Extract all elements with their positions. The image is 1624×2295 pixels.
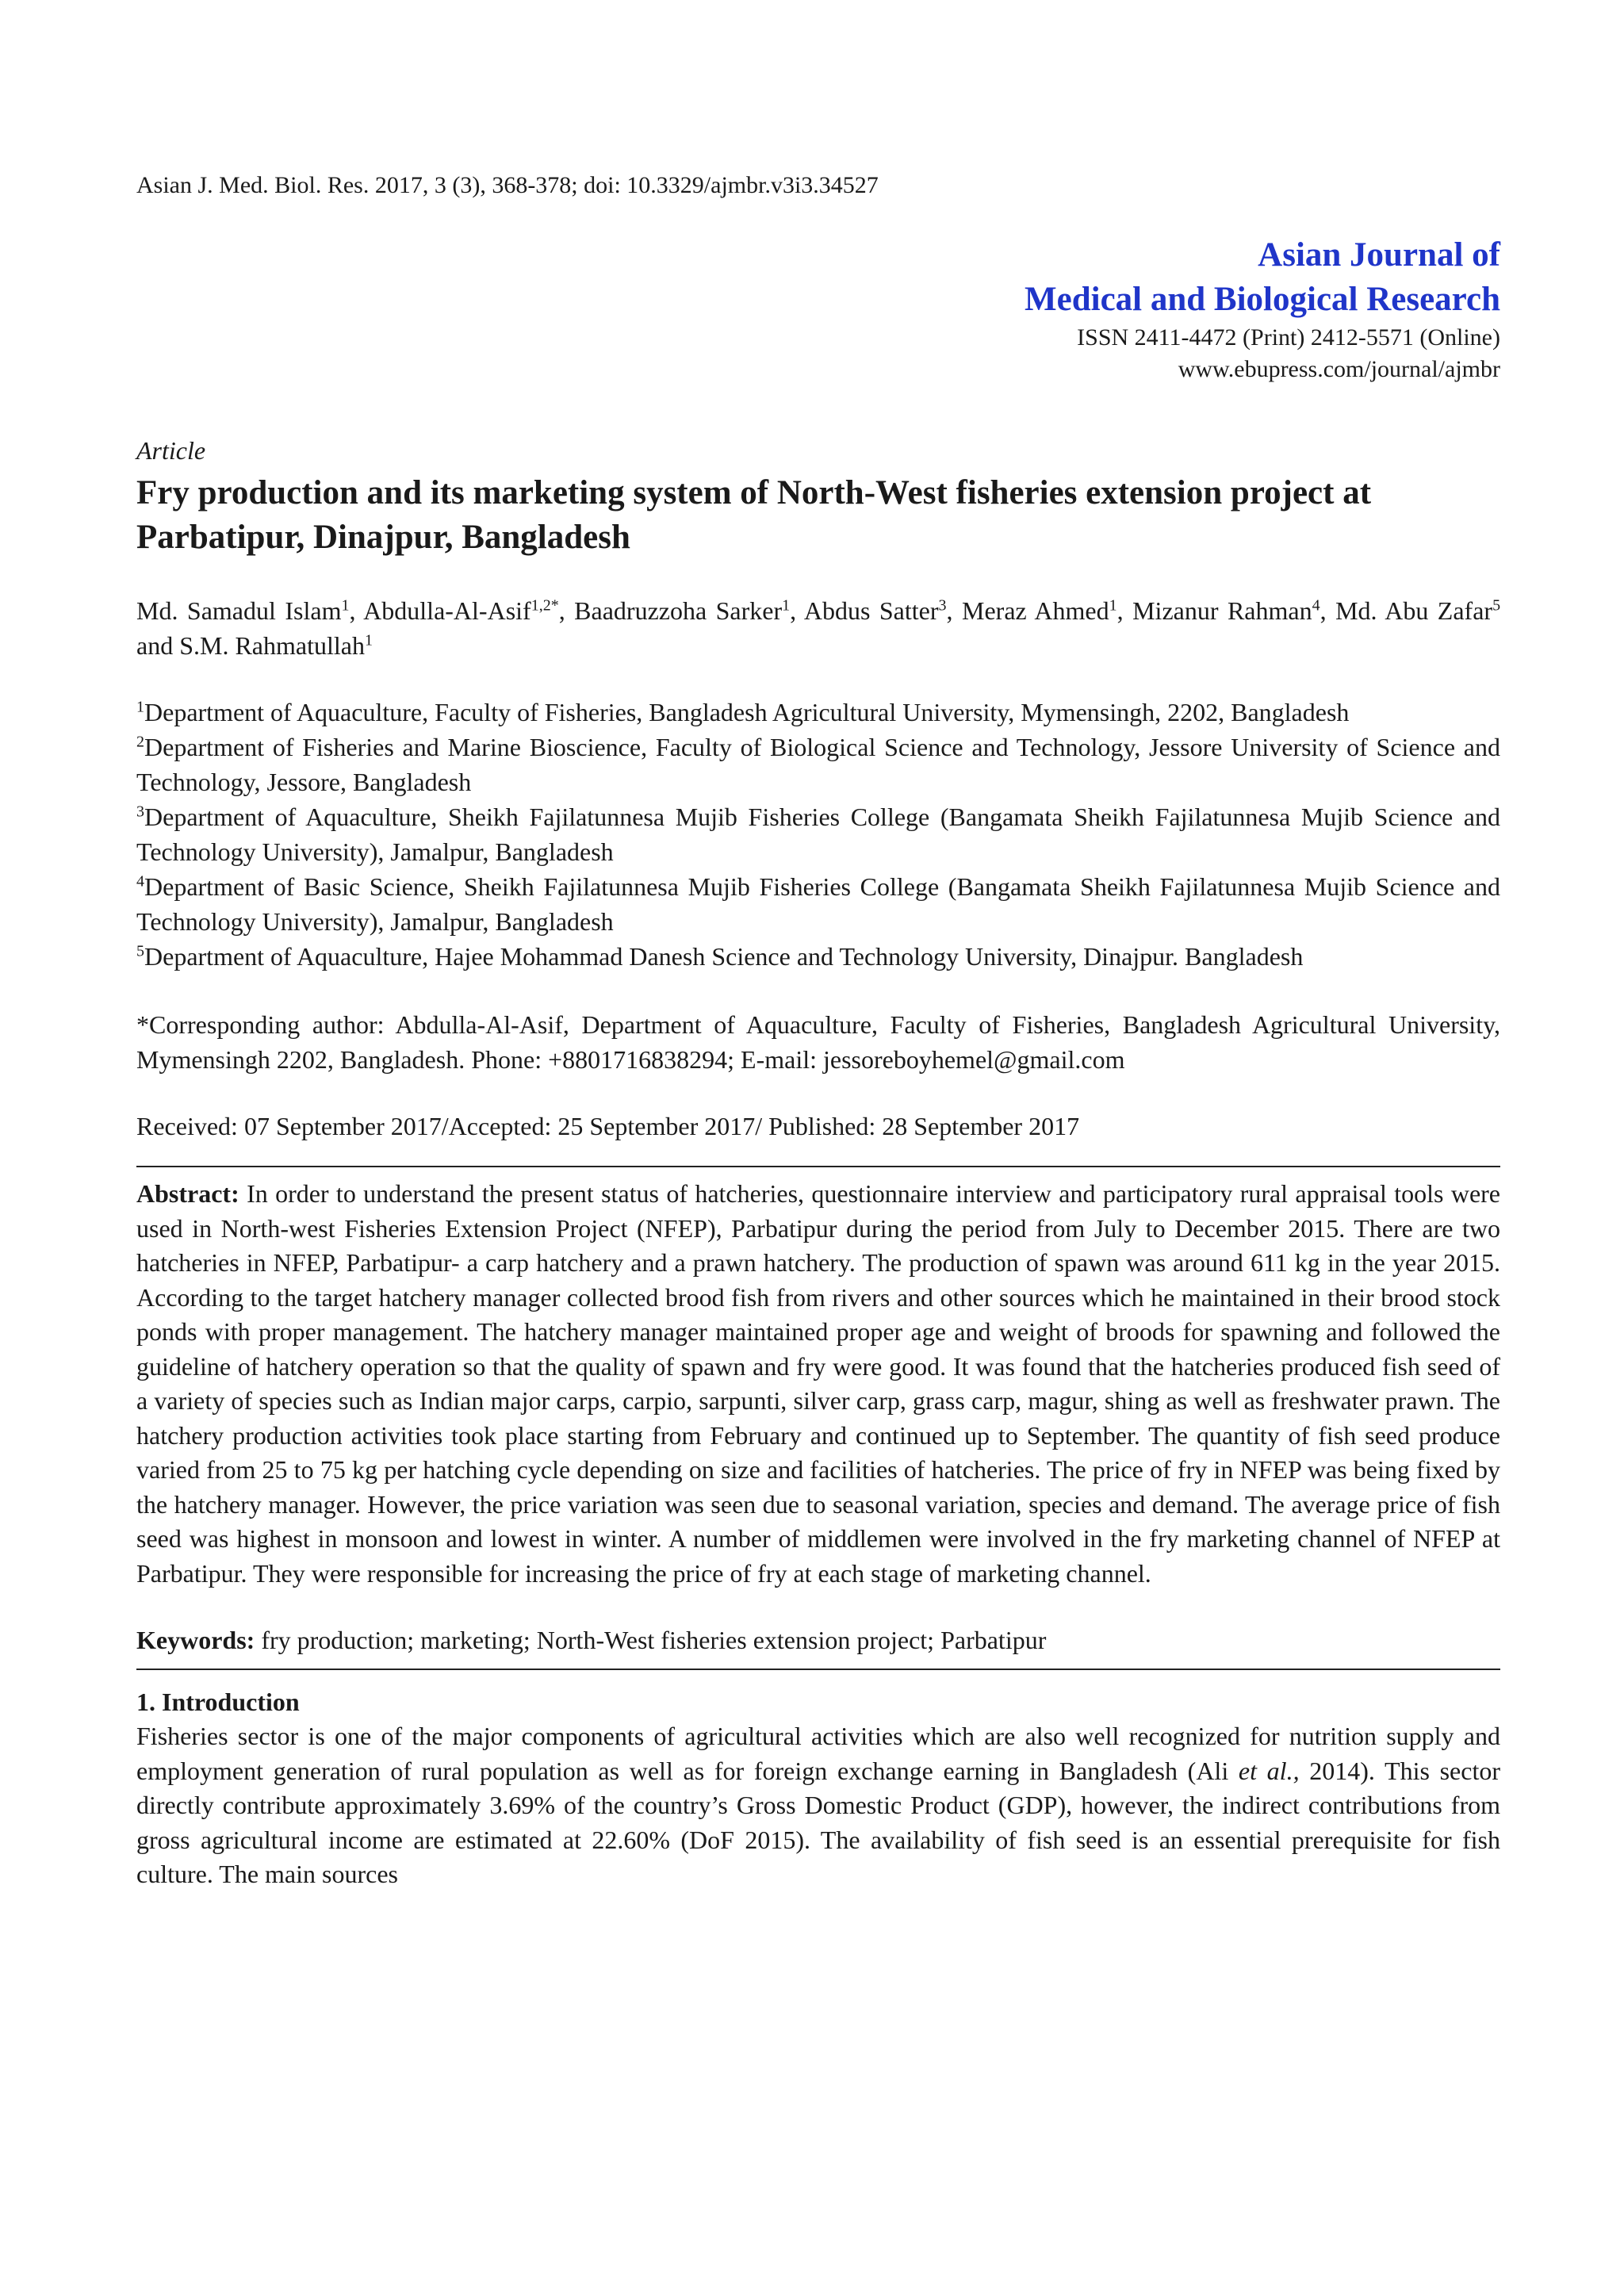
author-affil-ref: 1 <box>782 596 791 615</box>
introduction-paragraph <box>136 1719 1500 1892</box>
author-affil-ref: 1 <box>341 596 350 615</box>
affiliation-number: 2 <box>136 733 144 751</box>
affiliation-number: 1 <box>136 698 144 716</box>
affiliation-list <box>136 695 1500 974</box>
author-affil-ref: 1 <box>1109 596 1117 615</box>
affiliation-text: Department of Aquaculture, Hajee Mohammad Danesh Science and Technology University, Dinajpur. Bangladesh <box>144 942 1304 971</box>
affiliation-item <box>136 939 1500 974</box>
author-name: Meraz Ahmed <box>962 596 1109 625</box>
affiliation-item <box>136 695 1500 730</box>
author-name: S.M. Rahmatullah <box>179 631 365 660</box>
intro-text: 2014). This sector directly contribute approximately 3.69% of the country’s Gross Domestic Product (GDP), however, the indirect contributions from gross agricultural income are estimated at 22.60% (DoF 2015). The availability of fish seed is an essential prerequisite for fish culture. The main sources <box>136 1756 1500 1888</box>
affiliation-number: 4 <box>136 872 144 891</box>
paper-page <box>136 170 1500 1892</box>
journal-name-line2: Medical and Biological Research <box>1025 281 1500 318</box>
divider <box>136 1166 1500 1167</box>
corresponding-author: *Corresponding author: Abdulla-Al-Asif, Department of Aquaculture, Faculty of Fisheries, Bangladesh Agricultural University, Mymensingh 2202, Bangladesh. Phone: +8801716838294; E-mail: jessoreboyhemel@gmail.com <box>136 1010 1500 1074</box>
affiliation-text: Department of Aquaculture, Sheikh Fajilatunnesa Mujib Fisheries College (Bangamata Sheikh Fajilatunnesa Mujib Science and Technology University), Jamalpur, Bangladesh <box>136 803 1500 866</box>
article-type-label: Article <box>136 436 206 465</box>
author-name: Mizanur Rahman <box>1132 596 1312 625</box>
journal-header <box>136 233 1500 385</box>
affiliation-item <box>136 869 1500 939</box>
abstract-text: In order to understand the present status of hatcheries, questionnaire interview and participatory rural appraisal tools were used in North-west Fisheries Extension Project (NFEP), Parbatipur during the period from July to December 2015. There are two hatcheries in NFEP, Parbatipur- a carp hatchery and a prawn hatchery. The production of spawn was around 611 kg in the year 2015. According to the target hatchery manager collected brood fish from rivers and other sources which he maintained in their brood stock ponds with proper management. The hatchery manager maintained proper age and weight of broods for spawning and followed the guideline of hatchery operation so that the quality of spawn and fry were good. It was found that the hatcheries produced fish seed of a variety of species such as Indian major carps, carpio, sarpunti, silver carp, grass carp, magur, shing as well as freshwater prawn. The hatchery production activities took place starting from February and continued up to September. The quantity of fish seed produce varied from 25 to 75 kg per hatching cycle depending on size and facilities of hatcheries. The price of fry in NFEP was being fixed by the hatchery manager. However, the price variation was seen due to seasonal variation, species and demand. The average price of fish seed was highest in monsoon and lowest in winter. A number of middlemen were involved in the fry marketing channel of NFEP at Parbatipur. They were responsible for increasing the price of fry at each stage of marketing channel. <box>136 1179 1501 1588</box>
journal-issn: ISSN 2411-4472 (Print) 2412-5571 (Online) <box>1077 324 1500 351</box>
journal-name-line1: Asian Journal of <box>1258 236 1500 274</box>
author-affil-ref: 3 <box>938 596 947 615</box>
author-name: Md. Samadul Islam <box>136 596 342 625</box>
author-affil-ref: 5 <box>1492 596 1501 615</box>
affiliation-text: Department of Fisheries and Marine Bioscience, Faculty of Biological Science and Technology, Jessore University of Science and Technology, Jessore, Bangladesh <box>136 733 1500 796</box>
author-name: Baadruzzoha Sarker <box>574 596 783 625</box>
paper-title: Fry production and its marketing system of North-West fisheries extension project at Parbatipur, Dinajpur, Bangladesh <box>136 474 1372 556</box>
author-affil-ref: 1,2* <box>530 596 559 615</box>
affiliation-item <box>136 799 1500 869</box>
divider <box>136 1669 1500 1670</box>
intro-citation-italic: et al., <box>1238 1756 1300 1785</box>
publication-dates: Received: 07 September 2017/Accepted: 25 September 2017/ Published: 28 September 2017 <box>136 1112 1080 1140</box>
affiliation-number: 5 <box>136 942 144 960</box>
citation-line: Asian J. Med. Biol. Res. 2017, 3 (3), 368-378; doi: 10.3329/ajmbr.v3i3.34527 <box>136 172 879 198</box>
author-name: Md. Abu Zafar <box>1335 596 1493 625</box>
author-list: Md. Samadul Islam$^1$, Abdulla-Al-Asif$^{1,2*}$, Baadruzzoha Sarker$^1$, Abdus Satter$^3$, Meraz Ahmed$^1$, Mizanur Rahman$^4$, Md. Abu Zafar$^5$ and S.M. Rahmatullah$^1$ <box>136 596 1501 660</box>
journal-website: www.ebupress.com/journal/ajmbr <box>1178 356 1500 382</box>
affiliation-text: Department of Aquaculture, Faculty of Fisheries, Bangladesh Agricultural University, Mymensingh, 2202, Bangladesh <box>144 698 1350 726</box>
affiliation-number: 3 <box>136 803 144 821</box>
abstract-label: Abstract: <box>136 1179 239 1208</box>
section-heading: 1. Introduction <box>136 1688 300 1716</box>
abstract <box>136 1177 1500 1591</box>
author-affil-ref: 4 <box>1312 596 1320 615</box>
keywords <box>136 1623 1500 1657</box>
author-name: Abdulla-Al-Asif <box>363 596 531 625</box>
author-affil-ref: 1 <box>364 631 373 649</box>
affiliation-text: Department of Basic Science, Sheikh Fajilatunnesa Mujib Fisheries College (Bangamata Sheikh Fajilatunnesa Mujib Science and Technology University), Jamalpur, Bangladesh <box>136 872 1500 936</box>
keywords-text: fry production; marketing; North-West fisheries extension project; Parbatipur <box>261 1626 1047 1654</box>
affiliation-item <box>136 730 1500 799</box>
intro-text: Fisheries sector is one of the major components of agricultural activities which are also well recognized for nutrition supply and employment generation of rural population as well as for foreign exchange earning in Bangladesh (Ali <box>136 1722 1500 1785</box>
keywords-label: Keywords: <box>136 1626 255 1654</box>
author-name: Abdus Satter <box>803 596 939 625</box>
